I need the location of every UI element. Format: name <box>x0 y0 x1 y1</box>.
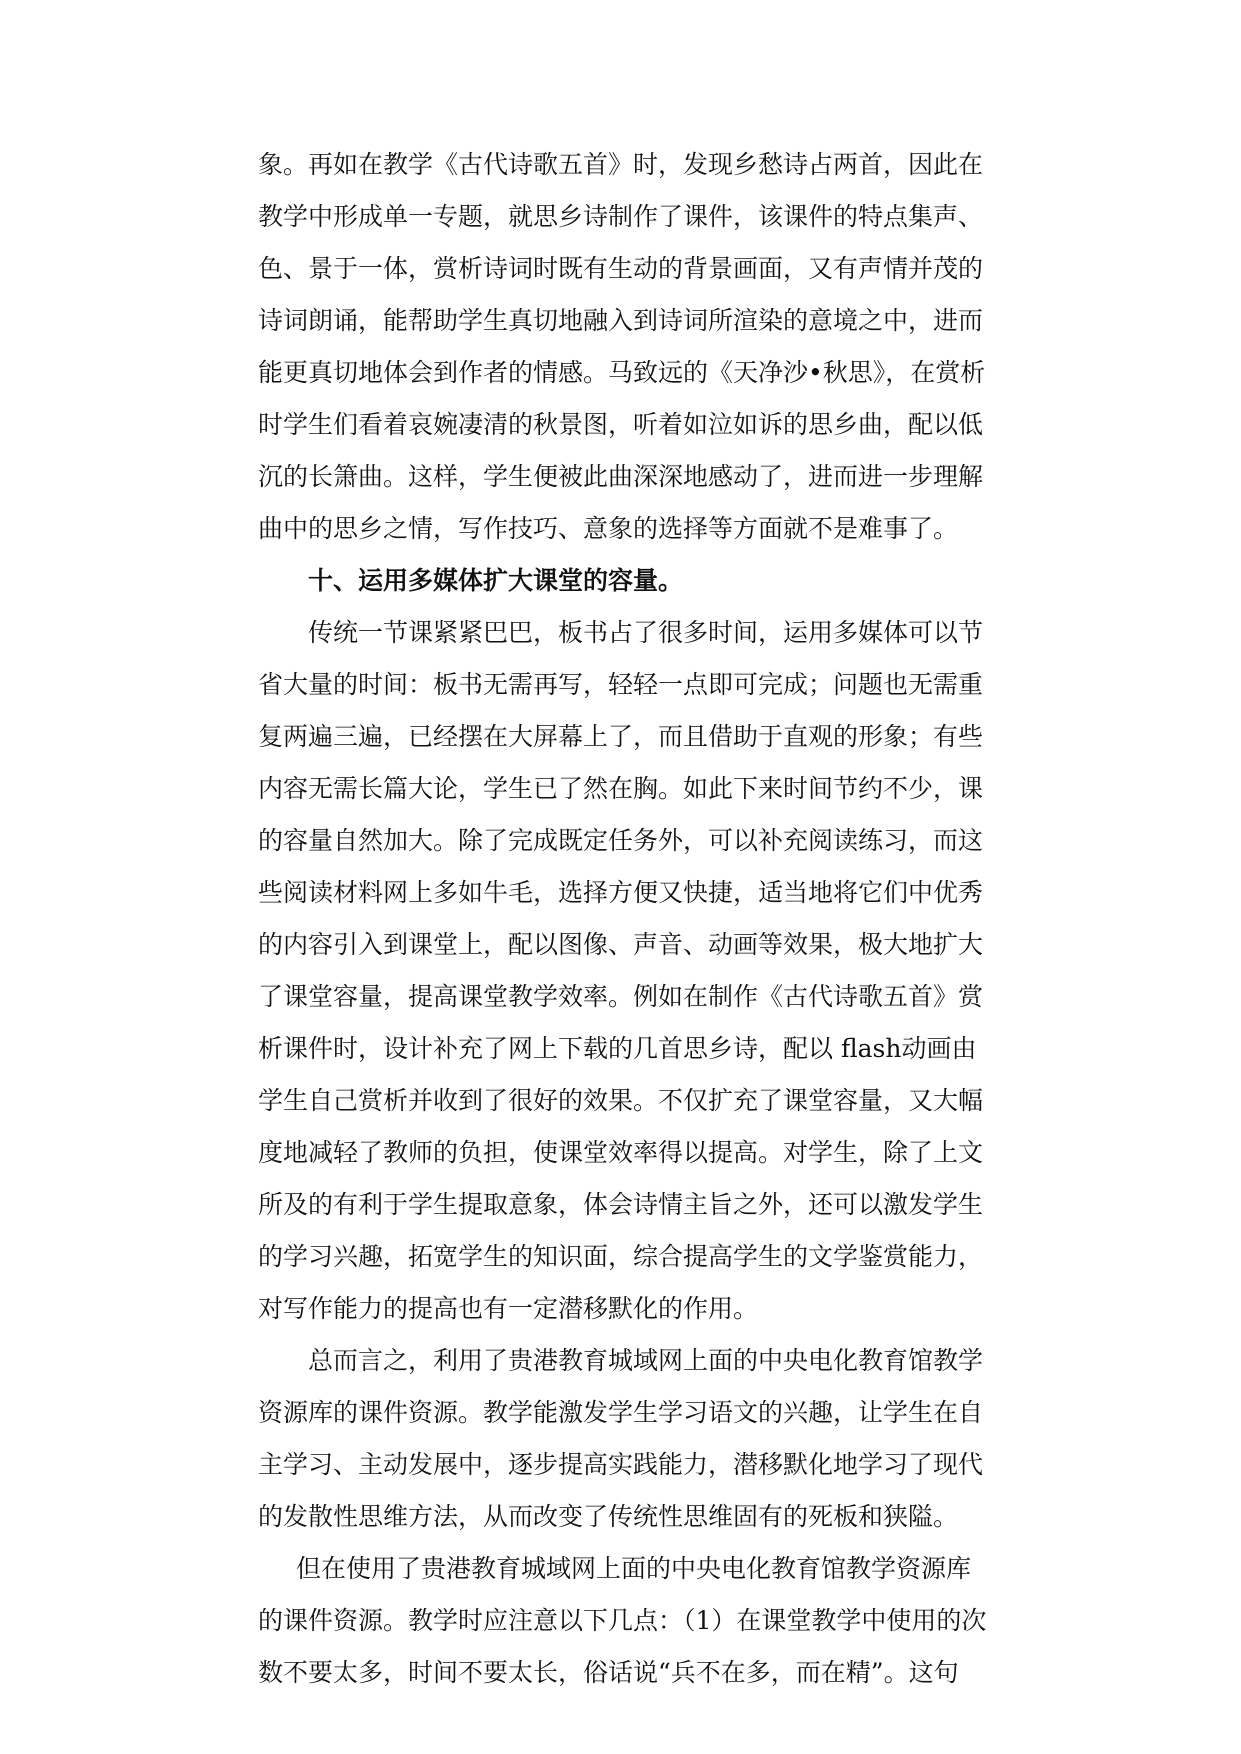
text-line: 象。再如在教学《古代诗歌五首》时，发现乡愁诗占两首，因此在 <box>258 150 984 179</box>
section-heading: 十、运用多媒体扩大课堂的容量。 <box>308 566 684 595</box>
text-line: 内容无需长篇大论，学生已了然在胸。如此下来时间节约不少，课 <box>258 774 984 803</box>
text-line: 复两遍三遍，已经摆在大屏幕上了，而且借助于直观的形象；有些 <box>258 722 984 751</box>
text-line: 能更真切地体会到作者的情感。马致远的《天净沙•秋思》，在赏析 <box>258 358 986 387</box>
paragraph-first-line: 但在使用了贵港教育城域网上面的中央电化教育馆教学资源库 <box>296 1554 972 1583</box>
text-line: 所及的有利于学生提取意象，体会诗情主旨之外，还可以激发学生 <box>258 1190 984 1219</box>
text-line: 色、景于一体，赏析诗词时既有生动的背景画面，又有声情并茂的 <box>258 254 984 283</box>
paragraph-first-line: 总而言之，利用了贵港教育城域网上面的中央电化教育馆教学 <box>308 1346 984 1375</box>
text-line: 沉的长箫曲。这样，学生便被此曲深深地感动了，进而进一步理解 <box>258 462 984 491</box>
text-line: 资源库的课件资源。教学能激发学生学习语文的兴趣，让学生在自 <box>258 1398 984 1427</box>
text-line: 析课件时，设计补充了网上下载的几首思乡诗，配以 flash动画由 <box>258 1034 977 1063</box>
text-line: 学生自己赏析并收到了很好的效果。不仅扩充了课堂容量，又大幅 <box>258 1086 984 1115</box>
text-line: 省大量的时间：板书无需再写，轻轻一点即可完成；问题也无需重 <box>258 670 984 699</box>
paragraph-first-line: 传统一节课紧紧巴巴，板书占了很多时间，运用多媒体可以节 <box>308 618 984 647</box>
text-line: 对写作能力的提高也有一定潜移默化的作用。 <box>258 1294 759 1323</box>
text-line: 教学中形成单一专题，就思乡诗制作了课件，该课件的特点集声、 <box>258 202 984 231</box>
text-line: 的发散性思维方法，从而改变了传统性思维固有的死板和狭隘。 <box>258 1502 959 1531</box>
text-line: 诗词朗诵，能帮助学生真切地融入到诗词所渲染的意境之中，进而 <box>258 306 984 335</box>
text-line: 的内容引入到课堂上，配以图像、声音、动画等效果，极大地扩大 <box>258 930 984 959</box>
text-line: 的容量自然加大。除了完成既定任务外，可以补充阅读练习，而这 <box>258 826 984 855</box>
text-line: 时学生们看着哀婉凄清的秋景图，听着如泣如诉的思乡曲，配以低 <box>258 410 984 439</box>
text-line: 曲中的思乡之情，写作技巧、意象的选择等方面就不是难事了。 <box>258 514 959 543</box>
text-line: 的课件资源。教学时应注意以下几点：（1）在课堂教学中使用的次 <box>258 1606 987 1635</box>
text-line: 度地减轻了教师的负担，使课堂效率得以提高。对学生，除了上文 <box>258 1138 984 1167</box>
text-line: 的学习兴趣，拓宽学生的知识面，综合提高学生的文学鉴赏能力， <box>258 1242 984 1271</box>
text-line: 数不要太多，时间不要太长，俗话说“兵不在多，而在精”。这句 <box>258 1658 959 1687</box>
text-line: 些阅读材料网上多如牛毛，选择方便又快捷，适当地将它们中优秀 <box>258 878 984 907</box>
text-line: 了课堂容量，提高课堂教学效率。例如在制作《古代诗歌五首》赏 <box>258 982 984 1011</box>
text-line: 主学习、主动发展中，逐步提高实践能力，潜移默化地学习了现代 <box>258 1450 984 1479</box>
